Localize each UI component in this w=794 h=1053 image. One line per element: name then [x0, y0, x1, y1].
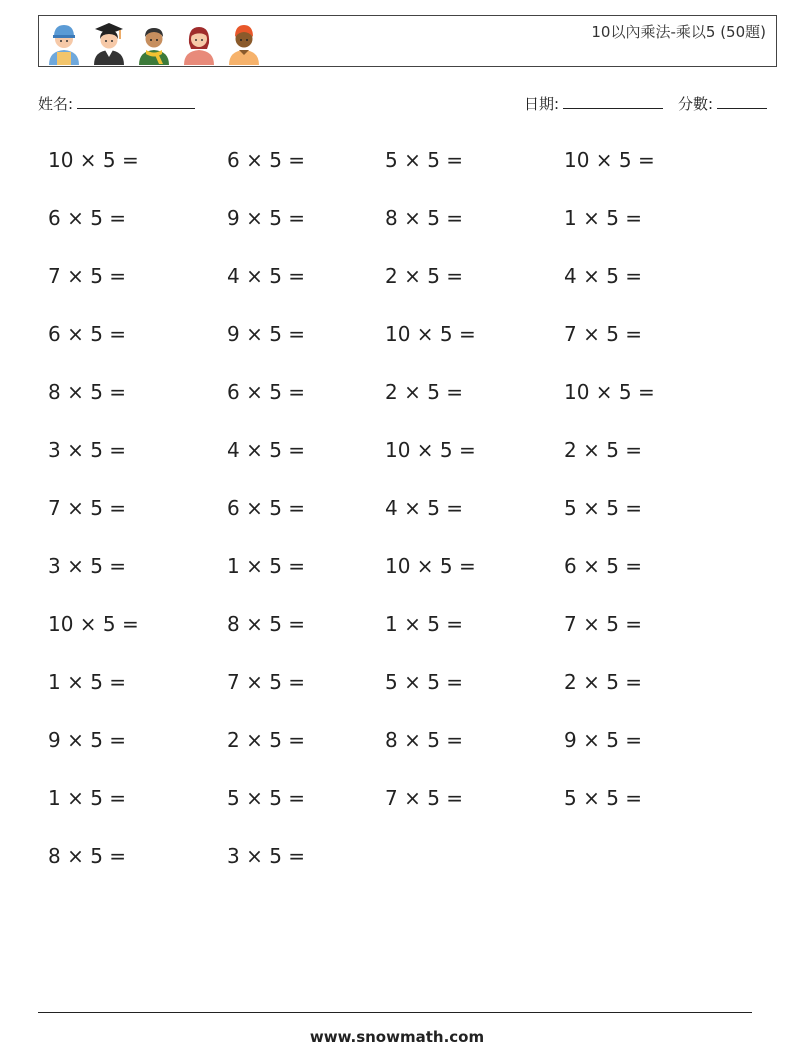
problem-item: 10 × 5 =	[48, 612, 139, 636]
date-blank-line[interactable]	[563, 94, 663, 109]
problem-item: 4 × 5 =	[227, 264, 306, 288]
problem-item: 1 × 5 =	[385, 612, 464, 636]
footer-website: www.snowmath.com	[309, 1028, 485, 1046]
date-label: 日期:	[524, 95, 560, 113]
worker-avatar-icon	[45, 19, 83, 65]
problem-item: 8 × 5 =	[48, 380, 127, 404]
problem-item: 10 × 5 =	[564, 380, 655, 404]
problem-item: 9 × 5 =	[227, 206, 306, 230]
problem-item: 9 × 5 =	[48, 728, 127, 752]
problem-item: 8 × 5 =	[48, 844, 127, 868]
problem-item: 2 × 5 =	[564, 670, 643, 694]
problem-item: 6 × 5 =	[564, 554, 643, 578]
problem-item: 6 × 5 =	[48, 322, 127, 346]
problem-item: 4 × 5 =	[227, 438, 306, 462]
problem-item: 8 × 5 =	[385, 728, 464, 752]
name-field	[38, 93, 195, 114]
avatar-row	[45, 19, 263, 65]
problem-item: 7 × 5 =	[385, 786, 464, 810]
problem-item: 8 × 5 =	[385, 206, 464, 230]
header-box	[38, 15, 777, 67]
problem-item: 7 × 5 =	[227, 670, 306, 694]
problem-item: 1 × 5 =	[48, 670, 127, 694]
problem-item: 2 × 5 =	[227, 728, 306, 752]
problem-item: 9 × 5 =	[227, 322, 306, 346]
problem-item: 5 × 5 =	[564, 496, 643, 520]
footer-divider	[38, 1012, 752, 1013]
problem-item: 2 × 5 =	[385, 380, 464, 404]
problem-item: 7 × 5 =	[564, 322, 643, 346]
problem-item: 1 × 5 =	[564, 206, 643, 230]
problem-item: 3 × 5 =	[48, 554, 127, 578]
score-label: 分數:	[678, 95, 714, 113]
problem-item: 5 × 5 =	[385, 670, 464, 694]
name-blank-line[interactable]	[77, 94, 195, 109]
date-field	[524, 93, 663, 114]
problem-item: 5 × 5 =	[385, 148, 464, 172]
problem-item: 10 × 5 =	[48, 148, 139, 172]
problem-item: 6 × 5 =	[227, 380, 306, 404]
name-label: 姓名:	[38, 95, 74, 113]
problem-item: 5 × 5 =	[564, 786, 643, 810]
scarf-avatar-icon	[135, 19, 173, 65]
problem-item: 5 × 5 =	[227, 786, 306, 810]
problem-item: 4 × 5 =	[385, 496, 464, 520]
problem-item: 2 × 5 =	[385, 264, 464, 288]
problem-item: 3 × 5 =	[48, 438, 127, 462]
score-blank-line[interactable]	[717, 94, 767, 109]
score-field	[678, 93, 767, 114]
problem-item: 1 × 5 =	[227, 554, 306, 578]
problem-item: 10 × 5 =	[385, 438, 476, 462]
problem-item: 6 × 5 =	[48, 206, 127, 230]
graduate-avatar-icon	[90, 19, 128, 65]
orange-hat-avatar-icon	[225, 19, 263, 65]
worksheet-title: 10以內乘法-乘以5 (50題)	[591, 23, 766, 41]
redhead-avatar-icon	[180, 19, 218, 65]
problem-item: 3 × 5 =	[227, 844, 306, 868]
problem-item: 2 × 5 =	[564, 438, 643, 462]
problem-item: 7 × 5 =	[48, 264, 127, 288]
problem-item: 9 × 5 =	[564, 728, 643, 752]
problem-item: 7 × 5 =	[564, 612, 643, 636]
problem-item: 10 × 5 =	[385, 322, 476, 346]
problem-item: 10 × 5 =	[564, 148, 655, 172]
problem-item: 7 × 5 =	[48, 496, 127, 520]
problem-item: 4 × 5 =	[564, 264, 643, 288]
problem-item: 6 × 5 =	[227, 148, 306, 172]
problem-item: 1 × 5 =	[48, 786, 127, 810]
problem-item: 8 × 5 =	[227, 612, 306, 636]
problem-item: 6 × 5 =	[227, 496, 306, 520]
problem-item: 10 × 5 =	[385, 554, 476, 578]
